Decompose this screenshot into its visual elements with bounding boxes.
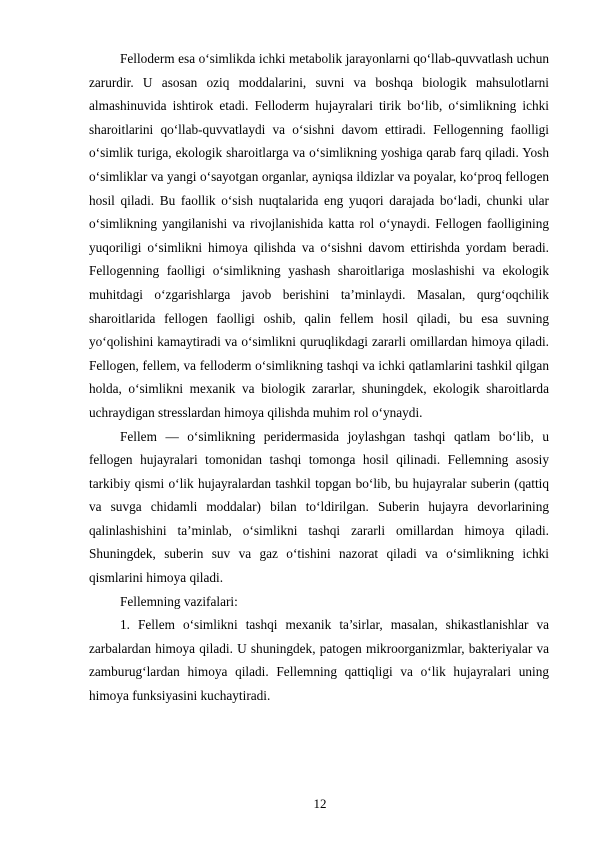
body-text <box>89 47 549 708</box>
paragraph-fellem: Fellem — o‘simlikning peridermasida joylashgan tashqi qatlam bo‘lib, u fellogen hujayralari tomonidan tashqi tomonga hosil qilinadi. Fellemning asosiy tarkibiy qismi o‘lik hujayralardan tashkil topgan bo‘lib, bu hujayralar suberin (qattiq va suvga chidamli moddalar) bilan to‘ldirilgan. Suberin hujayra devorlarining qalinlashishini ta’minlab, o‘simlikni tashqi zararli omillardan himoya qiladi. Shuningdek, suberin suv va gaz o‘tishini nazorat qiladi va o‘simlikning ichki qismlarini himoya qiladi. <box>89 428 549 586</box>
paragraph-fellem-functions-heading: Fellemning vazifalari: <box>120 593 238 609</box>
page-number: 12 <box>313 796 327 811</box>
paragraph-function-1: 1. Fellem o‘simlikni tashqi mexanik ta’sirlar, masalan, shikastlanishlar va zarbalardan himoya qiladi. U shuningdek, patogen mikroorganizmlar, bakteriyalar va zamburug‘lardan himoya qiladi. Fellemning qattiqligi va o‘lik hujayralari uning himoya funksiyasini kuchaytiradi. <box>89 617 549 704</box>
paragraph-felloderm: Felloderm esa o‘simlikda ichki metabolik jarayonlarni qo‘llab-quvvatlash uchun zarurdir. U asosan oziq moddalarini, suvni va boshqa biologik mahsulotlarni almashinuvida ishtirok etadi. Felloderm hujayralari tirik bo‘lib, o‘simlikning ichki sharoitlarini qo‘llab-quvvatlaydi va o‘sishni davom ettiradi. Fellogenning faolligi o‘simlik turiga, ekologik sharoitlarga va o‘simlikning yoshiga qarab farq qiladi. Yosh o‘simliklar va yangi o‘sayotgan organlar, ayniqsa ildizlar va poyalar, ko‘proq fellogen hosil qiladi. Bu faollik o‘sish nuqtalarida eng yuqori darajada bo‘ladi, chunki ular o‘simlikning yangilanishi va rivojlanishida katta rol o‘ynaydi. Fellogen faolligining yuqoriligi o‘simlikni himoya qilishda va o‘sishni davom ettirishda yordam beradi. Fellogenning faolligi o‘simlikning yashash sharoitlariga moslashishi va ekologik muhitdagi o‘zgarishlarga javob berishini ta’minlaydi. Masalan, qurg‘oqchilik sharoitlarida fellogen faolligi oshib, qalin fellem hosil qiladi, bu esa suvning yo‘qolishini kamaytiradi va o‘simlikni quruqlikdagi zararli omillardan himoya qiladi. Fellogen, fellem, va felloderm o‘simlikning tashqi va ichki qatlamlarini tashkil qilgan holda, o‘simlikni mexanik va biologik zararlar, shuningdek, ekologik sharoitlarda uchraydigan stresslardan himoya qilishda muhim rol o‘ynaydi. <box>89 51 549 420</box>
